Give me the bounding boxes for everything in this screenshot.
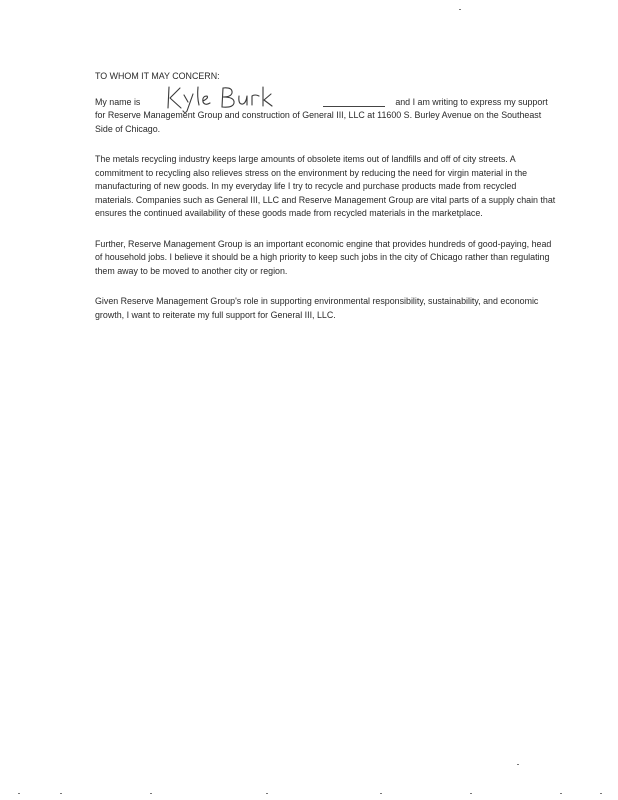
scan-speck	[459, 9, 461, 10]
scan-speck	[266, 793, 268, 794]
intro-before-text: My name is	[95, 96, 141, 107]
paragraph-closing: Given Reserve Management Group's role in supporting environmental responsibility, sustainability, and economic growth, I want to reiterate my full support for General III, LLC.	[95, 296, 539, 320]
intro-paragraph	[95, 96, 557, 137]
scan-speck	[150, 793, 152, 794]
letter-body	[95, 70, 557, 339]
paragraph-jobs: Further, Reserve Management Group is an important economic engine that provides hundreds of good-paying, head of household jobs. I believe it should be a high priority to keep such jobs in the city of Chicago rather than regulating them away to be moved to another city or region.	[95, 238, 552, 276]
scan-speck	[60, 793, 62, 794]
salutation: TO WHOM IT MAY CONCERN:	[95, 71, 220, 81]
intro-after-text: and I am writing to express my support for Reserve Management Group and construction of General III, LLC at 11600 S. Burley Avenue on the Southeast Side of Chicago.	[95, 96, 548, 134]
scan-speck	[470, 793, 472, 794]
handwritten-name-signature	[163, 83, 281, 113]
scan-speck	[517, 764, 519, 765]
paragraph-recycling: The metals recycling industry keeps large amounts of obsolete items out of landfills and off of city streets. A commitment to recycling also relieves stress on the environment by reducing the need for virgin material in the manufacturing of new goods. In my everyday life I try to recycle and purchase products made from recycled materials. Companies such as General III, LLC and Reserve Management Group are vital parts of a supply chain that ensures the continued availability of these goods made from recycled materials in the marketplace.	[95, 154, 556, 218]
scan-speck	[560, 793, 562, 794]
name-fill-line	[143, 96, 393, 109]
scan-speck	[600, 793, 602, 794]
scan-speck	[18, 793, 20, 794]
name-underline	[323, 106, 385, 107]
scan-speck	[380, 793, 382, 794]
